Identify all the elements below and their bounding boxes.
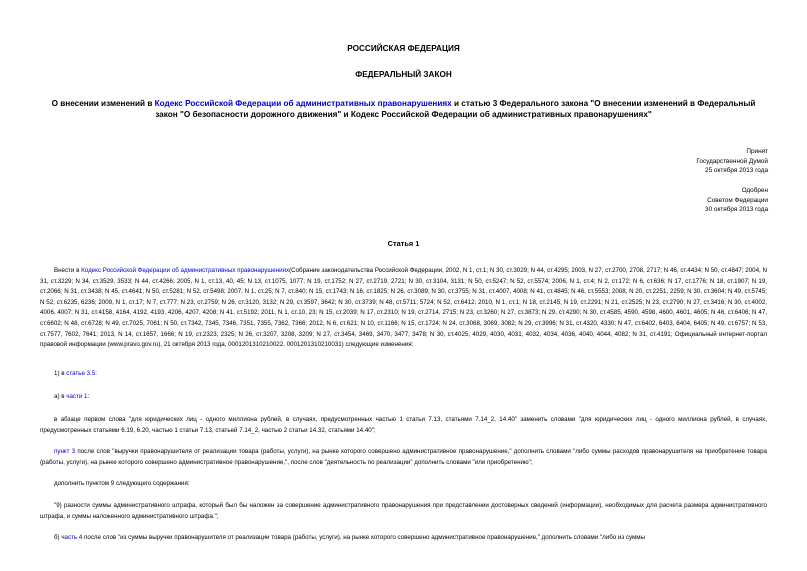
- part-1-link[interactable]: части 1: [66, 393, 88, 400]
- punkt9-text: "9) разности суммы административного штрафа, который был бы наложен за совершение административного правонарушения при представлении достоверных сведений (информации), необходимых для расчета размера административного штрафа, и суммы наложенного административного штрафа.";: [40, 502, 767, 520]
- paragraph-punkt3: [40, 447, 767, 468]
- intro-code-link[interactable]: Кодекс Российской Федерации об административных правонарушениях: [81, 267, 290, 274]
- abzac-text: в абзаце первом слова "для юридических лиц - одного миллиона рублей, в случаях, предусмотренных частью 1 статьи 7.13, статьями 7.14_2, 14.40" заменить словами "для юридических лиц - одного миллиона рублей, в случаях, предусмотренных статьями 6.19, 6.20, частью 1 статьи 7.13, статьей 7.14_2, частью 2 статьи 14.32, статьями 14.40";: [40, 416, 767, 434]
- punkt-3-link[interactable]: пункт 3: [54, 448, 76, 455]
- item-b: [40, 533, 767, 544]
- paragraph-abzac: [40, 415, 767, 436]
- paragraph-punkt9-intro: [40, 479, 767, 490]
- itema-post: :: [87, 393, 90, 400]
- intro-rest: (Собрание законодательства Российской Федерации, 2002, N 1, ст.1; N 30, ст.3029; N 44, ст.4295; 2003, N 27, ст.2700, 2708, 2717; N 46, ст.4434; N 50, ст.4847; 2004, N 31, ст.3229; N 34, ст.3529, 3533; N 44, ст.4266; 2005, N 1, ст.13, 40, 45; N 13, ст.1075, 1077; N 19, ст.1752; N 27, ст.2719, 2721; N 30, ст.3104, 3131; N 50, ст.5247; N 52, ст.5574; 2006, N 1, ст.4; N 2, ст.172; N 6, ст.636; N 17, ст.1776; N 18, ст.1907; N 19, ст.2066; N 31, ст.3438; N 45, ст.4641; N 50, ст.5281; N 52, ст.5498; 2007, N 1, ст.25; N 7, ст.840; N 15, ст.1743; N 16, ст.1825; N 26, ст.3089; N 30, ст.3755; N 31, ст.4007, 4008; N 41, ст.4845; N 46, ст.5553; 2008, N 20, ст.2251, 2259; N 30, ст.3604; N 49, ст.5745; N 52, ст.6235, 6236; 2009, N 1, ст.17; N 7, ст.777; N 23, ст.2759; N 26, ст.3120, 3132; N 29, ст.3597, 3642; N 30, ст.3739; N 48, ст.5711, 5724; N 52, ст.6412; 2010, N 1, ст.1; N 18, ст.2145; N 19, ст.2291; N 21, ст.2525; N 23, ст.2790; N 27, ст.3416; N 30, ст.4002, 4006, 4007; N 31, ст.4158, 4164, 4192, 4193, 4206, 4207, 4208; N 41, ст.5192; 2011, N 1, ст.10, 23; N 15, ст.2039; N 17, ст.2310; N 19, ст.2714, 2715; N 23, ст.3260; N 27, ст.3873; N 29, ст.4290; N 30, ст.4585, 4590, 4598, 4600, 4601, 4605; N 46, ст.6406; N 47, ст.6602; N 48, ст.6728; N 49, ст.7025, 7061; N 50, ст.7342, 7345, 7346, 7351, 7355, 7362, 7366; 2012, N 6, ст.621; N 10, ст.1166; N 15, ст.1724; N 24, ст.3068, 3069, 3082; N 29, ст.3996; N 31, ст.4320, 4330; N 47, ст.6402, 6403, 6404, 6405; N 49, ст.6757; N 53, ст.7577, 7602, 7641; 2013, N 14, ст.1657, 1666; N 19, ст.2323, 2325; N 26, ст.3207, 3208, 3209; N 27, ст.3454, 3469, 3470, 3477, 3478; N 30, ст.4025, 4029, 4030, 4031, 4032, 4034, 4036, 4040, 4044, 4082; N 31, ст.4191; Официальный интернет-портал правовой информации (www.pravo.gov.ru), 21 октября 2013 года, 0001201310210022, 0001201310210031) следующие изменения:: [40, 267, 767, 349]
- law-title-pre: О внесении изменений в: [51, 99, 155, 108]
- article-3-5-link[interactable]: статье 3.5: [66, 370, 96, 377]
- itemb-text: после слов "из суммы выручки правонарушителя от реализации товара (работы, услуги), на рынке которого совершено административное правонарушение," дополнить словами "либо из суммы: [82, 534, 645, 541]
- itema-pre: а) в: [54, 393, 67, 400]
- adopted-line3: 25 октября 2013 года: [705, 167, 768, 175]
- law-title-post: и статью 3 Федерального закона "О внесении изменений в Федеральный закон "О безопасности дорожного движения" и Кодекс Российской Федерации об административных правонарушениях": [155, 99, 756, 119]
- punkt9-intro: дополнить пунктом 9 следующего содержания:: [54, 480, 190, 487]
- approved-line1: Одобрен: [741, 187, 768, 194]
- item-a: [40, 392, 767, 403]
- item1-pre: 1) в: [54, 370, 67, 377]
- approved-line2: Советом Федерации: [707, 196, 768, 204]
- part-4-link[interactable]: часть 4: [61, 534, 83, 541]
- article-title: Статья 1: [387, 239, 420, 248]
- approved-line3: 30 октября 2013 года: [705, 206, 768, 214]
- adopted-block: [696, 147, 768, 176]
- itemb-pre: б): [54, 534, 62, 541]
- adopted-line2: Государственной Думой: [696, 157, 768, 165]
- adopted-line1: Принят: [746, 148, 768, 155]
- item1-post: :: [95, 370, 97, 377]
- paragraph-punkt9: [40, 501, 767, 522]
- item-1: [40, 369, 767, 380]
- document-header: РОССИЙСКАЯ ФЕДЕРАЦИЯ: [347, 44, 460, 53]
- intro-pre: Внести в: [54, 267, 82, 274]
- article-intro: [40, 266, 767, 351]
- punkt3-text: после слов "выручки правонарушителя от реализации товара (работы, услуги), на рынке которого совершено административное правонарушение," дополнить словами "либо суммы расходов правонарушителя на приобретение товара (работы, услуги), на рынке которого совершено административное правонарушение,", после слов "деятельность по реализации" дополнить словами "или приобретению";: [40, 448, 767, 466]
- law-title-link[interactable]: Кодекс Российской Федерации об административных правонарушениях: [154, 99, 452, 108]
- law-title: [40, 98, 767, 120]
- approved-block: [705, 186, 768, 215]
- law-type: ФЕДЕРАЛЬНЫЙ ЗАКОН: [355, 70, 452, 79]
